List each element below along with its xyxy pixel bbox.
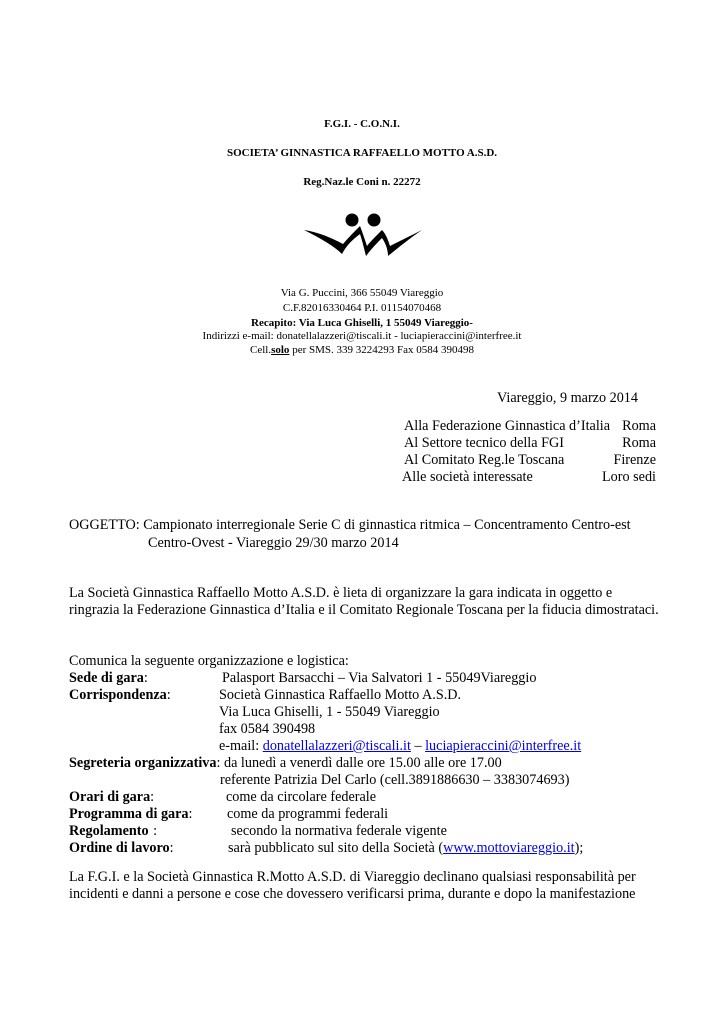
cell-prefix: Cell.: [250, 344, 272, 356]
prog-value: come da programmi federali: [227, 806, 389, 822]
address-line-cell: [0, 343, 724, 358]
logo-figures: [304, 226, 422, 256]
recipient-place: Roma: [622, 418, 656, 434]
ord-colon: :: [169, 840, 174, 856]
logo-head-right: [368, 214, 381, 227]
recipient-row: [404, 452, 656, 469]
sede-label: Sede di gara: [69, 670, 144, 686]
recipient-place: Firenze: [613, 452, 656, 468]
ord-value-suffix: );: [574, 840, 584, 856]
header-society: SOCIETA’ GINNASTICA RAFFAELLO MOTTO A.S.D.: [226, 147, 498, 159]
subject-line-1: [69, 517, 631, 534]
corr-email-prefix: e-mail:: [219, 738, 263, 754]
recipient-row: [402, 469, 656, 486]
society-logo: [302, 210, 424, 260]
recipient-name: Alla Federazione Ginnastica d’Italia: [404, 418, 611, 434]
corr-email-sep: –: [410, 738, 426, 754]
address-line-street: Via G. Puccini, 366 55049 Viareggio: [280, 287, 444, 299]
prog-label: Programma di gara: [69, 806, 189, 822]
corr-value-address: Via Luca Ghiselli, 1 - 55049 Viareggio: [219, 704, 440, 720]
cell-rest: per SMS. 339 3224293 Fax 0584 390498: [289, 344, 474, 356]
segr-label: Segreteria organizzativa: [69, 755, 217, 771]
subject-line-2: Centro-Ovest - Viareggio 29/30 marzo 2014: [148, 535, 399, 551]
disclaimer-paragraph: La F.G.I. e la Società Ginnastica R.Motto A.S.D. di Viareggio declinano qualsiasi responsabilità per incidenti e danni a persone e cose che dovessero verificarsi prima, durante e dopo la manifestazione: [69, 869, 636, 902]
email-link-lucia[interactable]: luciapieraccini@interfree.it: [425, 738, 582, 754]
recipient-row: [404, 418, 656, 435]
corr-value-name: Società Ginnastica Raffaello Motto A.S.D.: [219, 687, 462, 703]
recipient-name: Al Settore tecnico della FGI: [404, 435, 564, 451]
recipient-name: Alle società interessate: [402, 469, 533, 485]
recipient-name: Al Comitato Reg.le Toscana: [404, 452, 565, 468]
segr-value-referente: referente Patrizia Del Carlo (cell.3891886630 – 3383074693): [220, 772, 570, 788]
organization-intro: Comunica la seguente organizzazione e logistica:: [69, 653, 349, 669]
sede-colon: :: [143, 670, 148, 686]
recipient-place: Loro sedi: [602, 469, 656, 485]
address-line-email: Indirizzi e-mail: donatellalazzeri@tiscali.it - luciapieraccini@interfree.it: [202, 330, 522, 342]
reg-label: Regolamento: [69, 823, 149, 839]
header-reg: Reg.Naz.le Coni n. 22272: [303, 176, 421, 188]
orari-value: come da circolare federale: [226, 789, 377, 805]
subject-label: OGGETTO:: [69, 517, 140, 533]
address-line-tax: C.F.82016330464 P.I. 01154070468: [282, 302, 442, 314]
website-link[interactable]: www.mottoviareggio.it: [443, 840, 575, 856]
corr-colon: :: [166, 687, 171, 703]
prog-colon: :: [188, 806, 193, 822]
email-link-donatella[interactable]: donatellalazzeri@tiscali.it: [262, 738, 411, 754]
subject-text-1: Campionato interregionale Serie C di ginnastica ritmica – Concentramento Centro-est: [139, 517, 631, 533]
recipient-row: [404, 435, 656, 452]
corr-label: Corrispondenza: [69, 687, 167, 703]
segr-value-hours: : da lunedì a venerdì dalle ore 15.00 alle ore 17.00: [216, 755, 502, 771]
reg-value: secondo la normativa federale vigente: [231, 823, 447, 839]
ord-value-prefix: sarà pubblicato sul sito della Società (: [228, 840, 444, 856]
orari-label: Orari di gara: [69, 789, 151, 805]
cell-solo: solo: [271, 344, 290, 356]
sede-value: Palasport Barsacchi – Via Salvatori 1 - 55049Viareggio: [222, 670, 537, 686]
recipients-block: [404, 418, 656, 486]
recipient-place: Roma: [622, 435, 656, 451]
letter-date: Viareggio, 9 marzo 2014: [497, 390, 638, 406]
intro-paragraph: La Società Ginnastica Raffaello Motto A.S.D. è lieta di organizzare la gara indicata in oggetto e ringrazia la Federazione Ginnastica d’Italia e il Comitato Regionale Toscana per la fiducia dimostrataci.: [69, 585, 659, 618]
logo-head-left: [346, 214, 359, 227]
corr-value-fax: fax 0584 390498: [219, 721, 316, 737]
ord-label: Ordine di lavoro: [69, 840, 170, 856]
reg-colon: :: [149, 823, 158, 839]
address-line-recapito: Recapito: Via Luca Ghiselli, 1 55049 Viareggio-: [251, 317, 473, 329]
orari-colon: :: [150, 789, 155, 805]
header-org: F.G.I. - C.O.N.I.: [324, 118, 400, 130]
